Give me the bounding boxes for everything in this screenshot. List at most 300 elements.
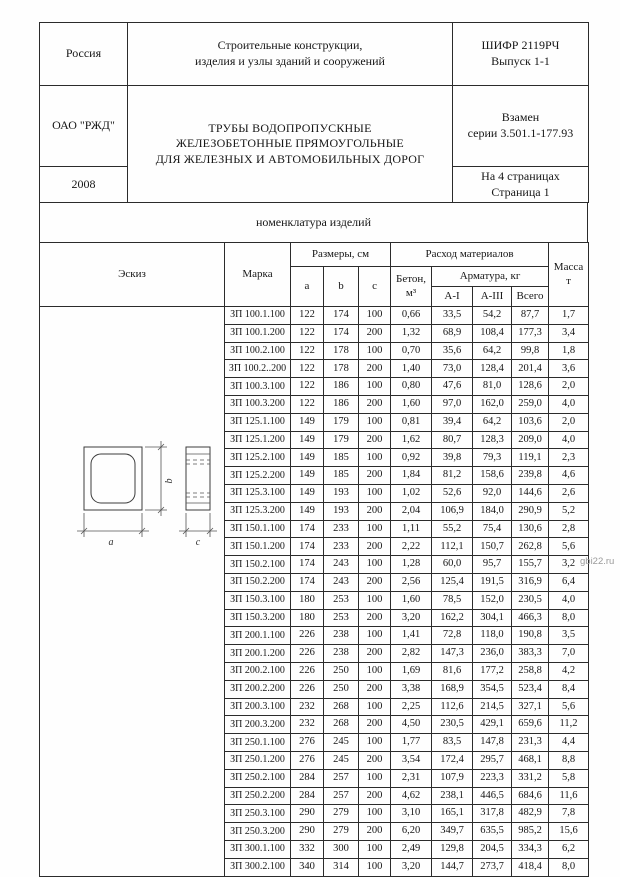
dim-a-cell: 149	[291, 467, 324, 485]
header-rebar-aiii: А-III	[473, 287, 512, 307]
rebar-ai-cell: 81,6	[432, 662, 473, 680]
concrete-cell: 3,20	[391, 609, 432, 627]
title-line1: ТРУБЫ ВОДОПРОПУСКНЫЕ	[208, 120, 372, 135]
rebar-aiii-cell: 273,7	[473, 858, 512, 876]
rebar-ai-cell: 72,8	[432, 627, 473, 645]
rebar-aiii-cell: 635,5	[473, 823, 512, 841]
mass-cell: 7,8	[549, 805, 589, 823]
header-dimensions-group: Размеры, см	[291, 243, 391, 267]
concrete-cell: 0,81	[391, 413, 432, 431]
rebar-ai-cell: 47,6	[432, 378, 473, 396]
concrete-cell: 2,25	[391, 698, 432, 716]
rebar-ai-cell: 83,5	[432, 734, 473, 752]
concrete-cell: 4,62	[391, 787, 432, 805]
rebar-aiii-cell: 108,4	[473, 324, 512, 342]
rebar-aiii-cell: 75,4	[473, 520, 512, 538]
dim-b-cell: 253	[324, 591, 359, 609]
rebar-aiii-cell: 128,4	[473, 360, 512, 378]
concrete-cell: 2,49	[391, 840, 432, 858]
rebar-ai-cell: 238,1	[432, 787, 473, 805]
rebar-ai-cell: 81,2	[432, 467, 473, 485]
rebar-ai-cell: 80,7	[432, 431, 473, 449]
dim-b-cell: 179	[324, 431, 359, 449]
rebar-aiii-cell: 204,5	[473, 840, 512, 858]
mass-cell: 6,4	[549, 573, 589, 591]
mark-cell: ЗП 125.1.200	[225, 431, 291, 449]
dim-a-cell: 122	[291, 395, 324, 413]
dim-a-cell: 232	[291, 698, 324, 716]
mass-cell: 1,7	[549, 307, 589, 325]
section-title: номенклатура изделий	[39, 202, 588, 243]
dim-a-cell: 122	[291, 342, 324, 360]
category-line2: изделия и узлы зданий и сооружений	[195, 54, 385, 68]
mass-cell: 7,0	[549, 645, 589, 663]
mass-cell: 4,2	[549, 662, 589, 680]
org-cell: ОАО "РЖД"	[40, 86, 128, 167]
document-sheet	[39, 22, 588, 877]
dim-b-cell: 179	[324, 413, 359, 431]
rebar-aiii-cell: 95,7	[473, 556, 512, 574]
rebar-total-cell: 103,6	[512, 413, 549, 431]
rebar-ai-cell: 165,1	[432, 805, 473, 823]
dim-a-cell: 174	[291, 573, 324, 591]
dim-b-cell: 186	[324, 395, 359, 413]
mass-cell: 4,4	[549, 734, 589, 752]
mass-cell: 11,6	[549, 787, 589, 805]
dim-c-cell: 200	[359, 716, 391, 734]
rebar-total-cell: 468,1	[512, 751, 549, 769]
mark-cell: ЗП 125.2.100	[225, 449, 291, 467]
mass-cell: 5,8	[549, 769, 589, 787]
dim-c-cell: 200	[359, 823, 391, 841]
replaces-line1: Взамен	[501, 110, 540, 125]
mass-cell: 3,2	[549, 556, 589, 574]
dim-a-cell: 284	[291, 769, 324, 787]
rebar-total-cell: 659,6	[512, 716, 549, 734]
header-materials-group: Расход материалов	[391, 243, 549, 267]
dim-b-cell: 279	[324, 823, 359, 841]
rebar-ai-cell: 125,4	[432, 573, 473, 591]
dim-a-cell: 290	[291, 823, 324, 841]
dim-a-cell: 174	[291, 520, 324, 538]
dim-c-cell: 100	[359, 840, 391, 858]
dim-c-cell: 200	[359, 395, 391, 413]
header-dim-b: b	[324, 267, 359, 307]
dim-c-cell: 200	[359, 609, 391, 627]
dim-c-cell: 100	[359, 662, 391, 680]
rebar-aiii-cell: 446,5	[473, 787, 512, 805]
dim-b-cell: 174	[324, 324, 359, 342]
rebar-total-cell: 119,1	[512, 449, 549, 467]
dim-a-cell: 122	[291, 378, 324, 396]
dim-a-cell: 226	[291, 680, 324, 698]
cipher-line2: Выпуск 1-1	[491, 54, 550, 68]
dim-a-cell: 149	[291, 413, 324, 431]
concrete-cell: 1,62	[391, 431, 432, 449]
rebar-ai-cell: 112,6	[432, 698, 473, 716]
watermark: gbi22.ru	[580, 556, 615, 567]
concrete-cell: 3,20	[391, 858, 432, 876]
dim-b-cell: 250	[324, 662, 359, 680]
dim-b-cell: 268	[324, 698, 359, 716]
dim-b-cell: 178	[324, 342, 359, 360]
rebar-aiii-cell: 152,0	[473, 591, 512, 609]
category-cell	[128, 23, 453, 86]
mark-cell: ЗП 100.3.200	[225, 395, 291, 413]
document-title-cell	[128, 86, 453, 203]
dim-c-cell: 200	[359, 787, 391, 805]
dim-c-cell: 100	[359, 698, 391, 716]
dim-a-cell: 284	[291, 787, 324, 805]
mark-cell: ЗП 150.3.100	[225, 591, 291, 609]
rebar-ai-cell: 172,4	[432, 751, 473, 769]
dim-c-cell: 200	[359, 680, 391, 698]
table-row	[40, 307, 589, 325]
title-line2: ЖЕЛЕЗОБЕТОННЫЕ ПРЯМОУГОЛЬНЫЕ	[176, 136, 404, 151]
dim-b-cell: 238	[324, 645, 359, 663]
mass-cell: 15,6	[549, 823, 589, 841]
rebar-total-cell: 383,3	[512, 645, 549, 663]
mark-cell: ЗП 200.1.100	[225, 627, 291, 645]
dim-b-cell: 314	[324, 858, 359, 876]
dim-a-cell: 226	[291, 645, 324, 663]
mass-cell: 6,2	[549, 840, 589, 858]
pages-line1: На 4 страницах	[481, 168, 560, 183]
mass-cell: 1,8	[549, 342, 589, 360]
concrete-cell: 1,32	[391, 324, 432, 342]
mark-cell: ЗП 200.3.200	[225, 716, 291, 734]
rebar-aiii-cell: 191,5	[473, 573, 512, 591]
rebar-aiii-cell: 147,8	[473, 734, 512, 752]
header-dim-a: a	[291, 267, 324, 307]
rebar-ai-cell: 168,9	[432, 680, 473, 698]
concrete-cell: 0,92	[391, 449, 432, 467]
concrete-cell: 2,82	[391, 645, 432, 663]
dim-b-cell: 186	[324, 378, 359, 396]
mark-cell: ЗП 125.3.200	[225, 502, 291, 520]
header-mass-line1: Масса	[553, 261, 584, 274]
dim-b-cell: 185	[324, 449, 359, 467]
mass-cell: 3,6	[549, 360, 589, 378]
rebar-aiii-cell: 214,5	[473, 698, 512, 716]
rebar-aiii-cell: 177,2	[473, 662, 512, 680]
mark-cell: ЗП 250.3.200	[225, 823, 291, 841]
rebar-total-cell: 327,1	[512, 698, 549, 716]
year-cell: 2008	[40, 167, 128, 203]
replaces-line2: серии 3.501.1-177.93	[467, 126, 574, 140]
cipher-cell	[453, 23, 589, 86]
rebar-aiii-cell: 81,0	[473, 378, 512, 396]
concrete-cell: 1,84	[391, 467, 432, 485]
rebar-ai-cell: 147,3	[432, 645, 473, 663]
rebar-total-cell: 334,3	[512, 840, 549, 858]
dim-a-cell: 226	[291, 627, 324, 645]
pages-line2: Страница 1	[491, 184, 550, 199]
rebar-aiii-cell: 162,0	[473, 395, 512, 413]
rebar-aiii-cell: 150,7	[473, 538, 512, 556]
dim-c-cell: 200	[359, 751, 391, 769]
concrete-cell: 2,22	[391, 538, 432, 556]
header-rebar-group: Арматура, кг	[432, 267, 549, 287]
dim-a-cell: 149	[291, 484, 324, 502]
dim-a-cell: 122	[291, 307, 324, 325]
mark-cell: ЗП 250.1.100	[225, 734, 291, 752]
rebar-ai-cell: 55,2	[432, 520, 473, 538]
dim-b-cell: 245	[324, 751, 359, 769]
mass-cell: 4,0	[549, 395, 589, 413]
header-concrete	[391, 267, 432, 307]
mark-cell: ЗП 200.3.100	[225, 698, 291, 716]
mark-cell: ЗП 100.2..200	[225, 360, 291, 378]
mark-cell: ЗП 300.1.100	[225, 840, 291, 858]
dim-b-cell: 245	[324, 734, 359, 752]
mark-cell: ЗП 200.1.200	[225, 645, 291, 663]
products-table	[39, 242, 589, 877]
mass-cell: 11,2	[549, 716, 589, 734]
concrete-cell: 3,38	[391, 680, 432, 698]
concrete-cell: 2,56	[391, 573, 432, 591]
concrete-cell: 1,77	[391, 734, 432, 752]
rebar-ai-cell: 162,2	[432, 609, 473, 627]
dim-b-cell: 233	[324, 520, 359, 538]
dim-b-cell: 257	[324, 769, 359, 787]
rebar-total-cell: 331,2	[512, 769, 549, 787]
concrete-cell: 2,31	[391, 769, 432, 787]
rebar-aiii-cell: 354,5	[473, 680, 512, 698]
rebar-ai-cell: 73,0	[432, 360, 473, 378]
concrete-cell: 0,80	[391, 378, 432, 396]
title-line3: ДЛЯ ЖЕЛЕЗНЫХ И АВТОМОБИЛЬНЫХ ДОРОГ	[155, 151, 425, 166]
mass-cell: 4,6	[549, 467, 589, 485]
concrete-cell: 0,66	[391, 307, 432, 325]
cross-section-view	[77, 441, 175, 548]
concrete-cell: 3,10	[391, 805, 432, 823]
concrete-cell: 1,69	[391, 662, 432, 680]
dim-c-cell: 100	[359, 734, 391, 752]
dim-b-cell: 253	[324, 609, 359, 627]
pipe-section-sketch	[40, 437, 224, 549]
rebar-total-cell: 128,6	[512, 378, 549, 396]
mark-cell: ЗП 100.1.200	[225, 324, 291, 342]
header-mass-line2: т	[566, 274, 571, 287]
mass-cell: 4,0	[549, 591, 589, 609]
concrete-cell: 6,20	[391, 823, 432, 841]
dim-a-cell: 226	[291, 662, 324, 680]
rebar-total-cell: 258,8	[512, 662, 549, 680]
dim-a-label: a	[108, 537, 114, 548]
mass-cell: 5,2	[549, 502, 589, 520]
mark-cell: ЗП 250.1.200	[225, 751, 291, 769]
mass-cell: 5,6	[549, 698, 589, 716]
dim-a-cell: 174	[291, 556, 324, 574]
header-mass	[549, 243, 589, 307]
mark-cell: ЗП 125.1.100	[225, 413, 291, 431]
dim-c-cell: 200	[359, 324, 391, 342]
mark-cell: ЗП 250.2.100	[225, 769, 291, 787]
rebar-total-cell: 239,8	[512, 467, 549, 485]
dim-a-cell: 276	[291, 751, 324, 769]
dim-b-cell: 300	[324, 840, 359, 858]
dim-a-cell: 149	[291, 431, 324, 449]
dim-c-cell: 100	[359, 858, 391, 876]
dim-c-cell: 100	[359, 556, 391, 574]
table-body	[40, 307, 589, 877]
concrete-cell: 1,41	[391, 627, 432, 645]
rebar-total-cell: 418,4	[512, 858, 549, 876]
rebar-total-cell: 985,2	[512, 823, 549, 841]
dim-c-cell: 200	[359, 645, 391, 663]
dim-c-cell: 100	[359, 805, 391, 823]
dim-b-cell: 250	[324, 680, 359, 698]
header-rebar-total: Всего	[512, 287, 549, 307]
dim-c-cell: 200	[359, 360, 391, 378]
mass-cell: 2,0	[549, 378, 589, 396]
dim-a-cell: 174	[291, 538, 324, 556]
dim-a-cell: 232	[291, 716, 324, 734]
dim-c-cell: 200	[359, 431, 391, 449]
rebar-total-cell: 87,7	[512, 307, 549, 325]
rebar-aiii-cell: 184,0	[473, 502, 512, 520]
dim-c-cell: 100	[359, 627, 391, 645]
mark-cell: ЗП 100.3.100	[225, 378, 291, 396]
dim-b-cell: 174	[324, 307, 359, 325]
rebar-ai-cell: 39,8	[432, 449, 473, 467]
dim-c-cell: 100	[359, 378, 391, 396]
rebar-total-cell: 209,0	[512, 431, 549, 449]
mass-cell: 2,6	[549, 484, 589, 502]
header-concrete-line2: м³	[405, 286, 417, 299]
rebar-total-cell: 130,6	[512, 520, 549, 538]
mass-cell: 4,0	[549, 431, 589, 449]
header-concrete-line1: Бетон,	[396, 273, 427, 286]
dim-b-label: b	[164, 478, 175, 484]
dim-a-cell: 290	[291, 805, 324, 823]
dim-b-cell: 279	[324, 805, 359, 823]
dim-a-cell: 340	[291, 858, 324, 876]
dim-c-cell: 100	[359, 484, 391, 502]
dim-b-cell: 257	[324, 787, 359, 805]
mark-cell: ЗП 150.1.100	[225, 520, 291, 538]
rebar-aiii-cell: 64,2	[473, 342, 512, 360]
rebar-aiii-cell: 118,0	[473, 627, 512, 645]
header-rebar-ai: А-I	[432, 287, 473, 307]
rebar-total-cell: 177,3	[512, 324, 549, 342]
concrete-cell: 4,50	[391, 716, 432, 734]
rebar-aiii-cell: 295,7	[473, 751, 512, 769]
dim-c-cell: 200	[359, 573, 391, 591]
dim-c-cell: 100	[359, 591, 391, 609]
header-sketch: Эскиз	[40, 243, 225, 307]
dim-c-cell: 100	[359, 769, 391, 787]
dim-a-cell: 149	[291, 502, 324, 520]
rebar-total-cell: 684,6	[512, 787, 549, 805]
rebar-total-cell: 259,0	[512, 395, 549, 413]
rebar-aiii-cell: 317,8	[473, 805, 512, 823]
rebar-ai-cell: 35,6	[432, 342, 473, 360]
concrete-cell: 1,02	[391, 484, 432, 502]
rebar-aiii-cell: 64,2	[473, 413, 512, 431]
mass-cell: 2,0	[549, 413, 589, 431]
dim-b-cell: 185	[324, 467, 359, 485]
mark-cell: ЗП 250.3.100	[225, 805, 291, 823]
mark-cell: ЗП 125.3.100	[225, 484, 291, 502]
concrete-cell: 1,11	[391, 520, 432, 538]
rebar-total-cell: 230,5	[512, 591, 549, 609]
dim-a-cell: 332	[291, 840, 324, 858]
mark-cell: ЗП 300.2.100	[225, 858, 291, 876]
rebar-total-cell: 316,9	[512, 573, 549, 591]
mass-cell: 3,5	[549, 627, 589, 645]
rebar-aiii-cell: 79,3	[473, 449, 512, 467]
rebar-ai-cell: 144,7	[432, 858, 473, 876]
dim-b-cell: 243	[324, 573, 359, 591]
dim-a-cell: 180	[291, 609, 324, 627]
dim-b-cell: 268	[324, 716, 359, 734]
mass-cell: 5,6	[549, 538, 589, 556]
rebar-ai-cell: 39,4	[432, 413, 473, 431]
mark-cell: ЗП 200.2.200	[225, 680, 291, 698]
rebar-ai-cell: 97,0	[432, 395, 473, 413]
rebar-total-cell: 262,8	[512, 538, 549, 556]
rebar-total-cell: 290,9	[512, 502, 549, 520]
mass-cell: 8,0	[549, 858, 589, 876]
mark-cell: ЗП 250.2.200	[225, 787, 291, 805]
dim-c-cell: 200	[359, 502, 391, 520]
mark-cell: ЗП 100.2.100	[225, 342, 291, 360]
concrete-cell: 1,28	[391, 556, 432, 574]
rebar-ai-cell: 106,9	[432, 502, 473, 520]
mass-cell: 3,4	[549, 324, 589, 342]
dim-c-cell: 100	[359, 413, 391, 431]
header-mark: Марка	[225, 243, 291, 307]
dim-a-cell: 180	[291, 591, 324, 609]
rebar-aiii-cell: 158,6	[473, 467, 512, 485]
mark-cell: ЗП 125.2.200	[225, 467, 291, 485]
replaces-cell	[453, 86, 589, 167]
mark-cell: ЗП 150.3.200	[225, 609, 291, 627]
mark-cell: ЗП 150.2.200	[225, 573, 291, 591]
rebar-total-cell: 466,3	[512, 609, 549, 627]
mark-cell: ЗП 200.2.100	[225, 662, 291, 680]
rebar-aiii-cell: 54,2	[473, 307, 512, 325]
rebar-aiii-cell: 223,3	[473, 769, 512, 787]
rebar-ai-cell: 33,5	[432, 307, 473, 325]
rebar-aiii-cell: 304,1	[473, 609, 512, 627]
concrete-cell: 1,40	[391, 360, 432, 378]
dim-c-cell: 100	[359, 449, 391, 467]
rebar-total-cell: 201,4	[512, 360, 549, 378]
rebar-total-cell: 231,3	[512, 734, 549, 752]
mark-cell: ЗП 150.1.200	[225, 538, 291, 556]
rebar-aiii-cell: 128,3	[473, 431, 512, 449]
mark-cell: ЗП 100.1.100	[225, 307, 291, 325]
dim-b-cell: 238	[324, 627, 359, 645]
rebar-ai-cell: 68,9	[432, 324, 473, 342]
rebar-ai-cell: 129,8	[432, 840, 473, 858]
rebar-total-cell: 144,6	[512, 484, 549, 502]
mass-cell: 2,8	[549, 520, 589, 538]
header-dim-c: c	[359, 267, 391, 307]
rebar-total-cell: 155,7	[512, 556, 549, 574]
dim-a-cell: 149	[291, 449, 324, 467]
mass-cell: 8,8	[549, 751, 589, 769]
dim-b-cell: 243	[324, 556, 359, 574]
mass-cell: 8,4	[549, 680, 589, 698]
rebar-aiii-cell: 92,0	[473, 484, 512, 502]
dim-c-label: c	[195, 537, 201, 548]
side-view	[179, 447, 217, 548]
dim-a-cell: 276	[291, 734, 324, 752]
